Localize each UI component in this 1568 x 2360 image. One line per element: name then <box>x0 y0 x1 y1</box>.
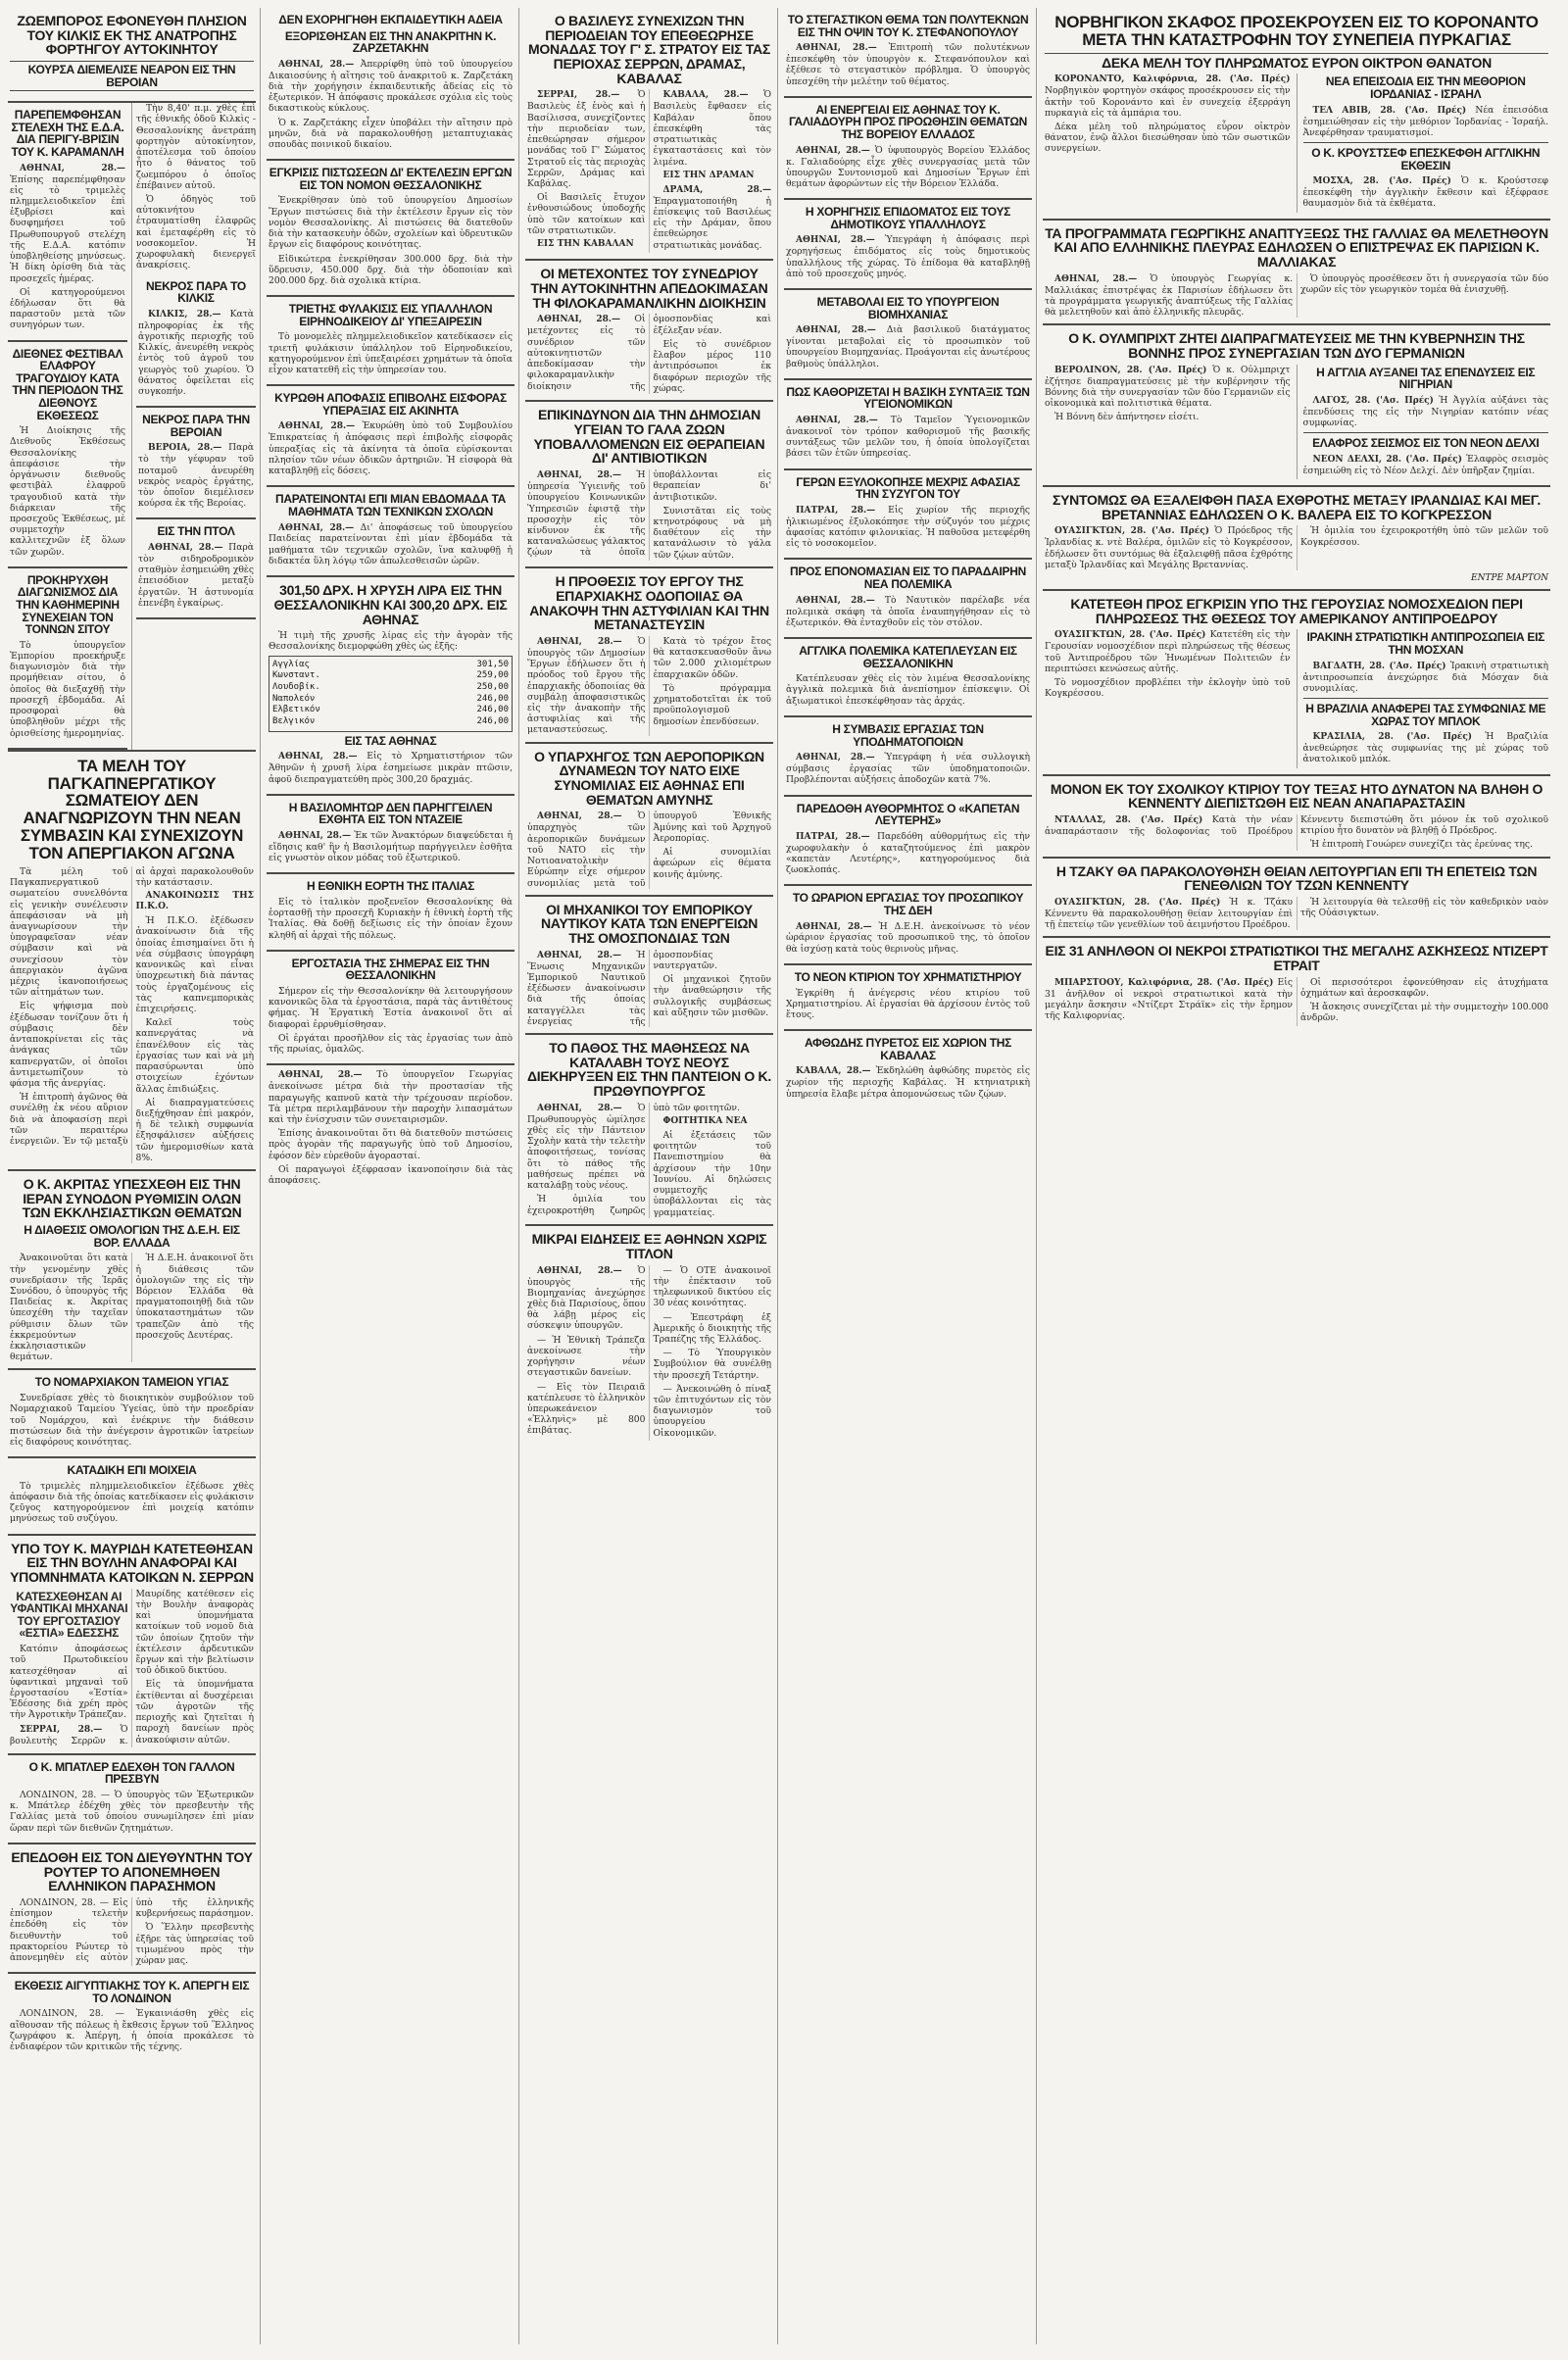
gold-row: Λουδοβίκ. 250,00 <box>272 682 509 692</box>
headline: ΑΙ ΕΝΕΡΓΕΙΑΙ ΕΙΣ ΑΘΗΝΑΣ ΤΟΥ Κ. ΓΑΛΙΑΔΟΥΡΗ ΠΡΟΣ ΠΡΟΩΘΗΣΙΝ ΘΕΜΑΤΩΝ ΤΗΣ ΒΟΡΕΙΟΥ ΕΛΛΑΔΟΣ <box>788 102 1028 141</box>
article-body: ΑΘΗΝΑΙ, 28.— Ὁ ὑφυπουργὸς Βορείου Ἑλλάδος κ. Γαλιαδούρης εἶχε χθὲς συνεργασίας μετὰ τῶν ὑπουργῶν Συντονισμοῦ καὶ Δημοσίων Ἔργων ἐπὶ θεμάτων ἀφορώντων εἰς τὴν Βόρειον Ἑλλάδα. <box>786 144 1030 189</box>
headline: ΤΟ ΝΟΜΑΡΧΙΑΚΟΝ ΤΑΜΕΙΟΝ ΥΓΙΑΣ <box>34 1375 229 1390</box>
article-geron <box>784 470 1032 561</box>
headline: ΕΠΕΔΟΘΗ ΕΙΣ ΤΟΝ ΔΙΕΥΘΥΝΤΗΝ ΤΟΥ ΡΟΥΤΕΡ ΤΟ ΑΠΟΝΕΜΗΘΕΝ ΕΛΛΗΝΙΚΟΝ ΠΑΡΑΣΗΜΟΝ <box>11 1848 253 1894</box>
article-body: ΚΑΒΑΛΑ, 28.— Ἐκδηλώθη ἀφθώδης πυρετὸς εἰς χωρίον τῆς περιοχῆς Καβάλας. Ἡ κτηνιατρικὴ ὑπηρεσία ἔλαβε μέτρα ἀπομονώσεως τῶν ζῴων. <box>786 1065 1030 1100</box>
headline: ΤΑ ΜΕΛΗ ΤΟΥ ΠΑΓΚΑΠΝΕΡΓΑΤΙΚΟΥ ΣΩΜΑΤΕΙΟΥ ΔΕΝ ΑΝΑΓΝΩΡΙΖΟΥΝ ΤΗΝ ΝΕΑΝ ΣΥΜΒΑΣΙΝ ΚΑΙ ΣΥΝΕΧΙΖΟΥΝ ΤΟΝ ΑΠΕΡΓΙΑΚΟΝ ΑΓΩΝΑ <box>20 756 244 862</box>
headline: ΑΓΓΛΙΚΑ ΠΟΛΕΜΙΚΑ ΚΑΤΕΠΛΕΥΣΑΝ ΕΙΣ ΘΕΣΣΑΛΟΝΙΚΗΝ <box>799 644 1017 670</box>
gold-row: Ελβετικόν 246,00 <box>272 705 509 715</box>
article-body: ΑΘΗΝΑΙ, 28.— Ἀπερρίφθη ὑπὸ τοῦ ὑπουργείου Δικαιοσύνης ἡ αἴτησις τοῦ ἀνακριτοῦ κ. Ζαρζετάκη διὰ τὴν χορήγησιν ἐκπαιδευτικῆς ἀδείας εἰς τὸ ἐξωτερικόν. Ἡ ἀπόφασις προκάλεσε σχόλια εἰς τοὺς δικαστικοὺς κύκλους. Ὁ κ. Ζαρζετάκης εἶχεν ὑποβάλει τὴν αἴτησιν πρὸ μηνῶν, διὰ νὰ παρακολουθήσῃ μεταπτυχιακὰς σπουδὰς ποινικοῦ δικαίου. <box>269 58 514 151</box>
article-galiadouris <box>784 98 1032 200</box>
article-body: ΠΑΤΡΑΙ, 28.— Εἰς χωρίον τῆς περιοχῆς ἡλικιωμένος ἐξυλοκόπησε τὴν σύζυγόν του μέχρις ἀφασίας κατόπιν φιλονικίας. Ἡ παθοῦσα μετεφέρθη εἰς τὸ νοσοκομεῖον. <box>786 504 1030 550</box>
article-oulmpriht <box>1043 325 1550 487</box>
article-pagkapnergatiko <box>8 750 256 1171</box>
headline: ΠΑΡΕΔΟΘΗ ΑΥΘΟΡΜΗΤΟΣ Ο «ΚΑΠΕΤΑΝ ΛΕΥΤΕΡΗΣ» <box>796 801 1020 828</box>
headline: Η ΑΓΓΛΙΑ ΑΥΞΑΝΕΙ ΤΑΣ ΕΠΕΝΔΥΣΕΙΣ ΕΙΣ ΝΙΓΗΡΙΑΝ <box>1316 365 1536 392</box>
article-body: Σήμερον εἰς τὴν Θεσσαλονίκην θὰ λειτουργήσουν κανονικῶς ὅλα τὰ ἐργοστάσια, παρὰ τὰς ἀντιθέτους φήμας. Ἡ Ἐργατικὴ Ἐστία ἀνακοινοῖ ὅτι αἱ διαφοραὶ ἐρρυθμίσθησαν. Οἱ ἐργάται προσῆλθον εἰς τὰς ἐργασίας των ἀπὸ τῆς πρωίας, ὁμαλῶς. <box>269 986 513 1056</box>
article-body: ΑΘΗΝΑΙ, 28.— Ἐπιτροπὴ τῶν πολυτέκνων ἐπεσκέφθη τὸν ὑπουργὸν κ. Στεφανόπουλον καὶ ἐξέθεσε τὸ στεγαστικὸν πρόβλημα. Ὁ ὑπουργὸς ὑπεσχέθη τὴν μελέτην τοῦ θέματος. <box>786 42 1031 87</box>
article-filler-col2 <box>267 1065 514 1195</box>
article-body: ΟΥΑΣΙΓΚΤΩΝ, 28. ('Ασ. Πρές) Κατετέθη εἰς τὴν Γερουσίαν νομοσχέδιον περὶ πληρώσεως τῆς θέσεως τοῦ Ἀντιπροέδρου τῶν Ἡνωμένων Πολιτειῶν ἐν περιπτώσει κενώσεως αὐτῆς. Τὸ νομοσχέδιον προβλέπει τὴν ἐκλογὴν ὑπὸ τοῦ Κογκρέσσου. <box>1045 629 1291 700</box>
article-body: ΝΕΟΝ ΔΕΛΧΙ, 28. ('Ασ. Πρές) Ἐλαφρὸς σεισμὸς ἐσημειώθη εἰς τὸ Νέον Δελχί. Δὲν ὑπῆρξαν ζημίαι. <box>1302 453 1548 476</box>
article-kapetan <box>784 797 1032 887</box>
article-router <box>8 1844 256 1974</box>
pre-headline: ΔΕΝ ΕΧΟΡΗΓΗΘΗ ΕΚΠΑΙΔΕΥΤΙΚΗ ΑΔΕΙΑ <box>278 13 503 26</box>
headline: ΚΑΤΑΔΙΚΗ ΕΠΙ ΜΟΙΧΕΙΑ <box>67 1463 197 1478</box>
article-body: Ἀνακοινοῦται ὅτι κατὰ τὴν γενομένην χθὲς συνεδρίασιν τῆς Ἱερᾶς Συνόδου, ὁ ὑπουργὸς τῆς Παιδείας κ. Ἀκρίτας ὑπεσχέθη τὴν ταχεῖαν ρύθμισιν ὅλων τῶν ἐκκρεμούντων ἐκκλησιαστικῶν θεμάτων. Ἡ Δ.Ε.Η. ἀνακοινοῖ ὅτι ἡ διάθεσις τῶν ὁμολογιῶν της εἰς τὴν Βόρειον Ἑλλάδα θὰ πραγματοποιηθῇ διὰ τῶν ὑποκαταστημάτων τῶν τραπεζῶν ἀπὸ τῆς προσεχοῦς Δευτέρας. <box>10 1253 254 1363</box>
headline: ΙΡΑΚΙΝΗ ΣΤΡΑΤΙΩΤΙΚΗ ΑΝΤΙΠΡΟΣΩΠΕΙΑ ΕΙΣ ΤΗΝ ΜΟΣΧΑΝ <box>1306 630 1545 657</box>
article-body: ΜΠΑΡΣΤΟΟΥ, Καλιφόρνια, 28. ('Ασ. Πρές) Εἰς 31 ἀνῆλθον οἱ νεκροὶ στρατιωτικοὶ κατὰ τὴν μεγάλην ἄσκησιν «Ντίζερτ Στράϊκ» εἰς τὴν ἔρημον τῆς Καλιφορνίας. Οἱ περισσότεροι ἐφονεύθησαν εἰς ἀτυχήματα ὀχημάτων καὶ ἀεροσκαφῶν. Ἡ ἄσκησις συνεχίζεται μὲ τὴν συμμετοχὴν 100.000 ἀνδρῶν. <box>1045 976 1548 1024</box>
headline: ΕΠΙΚΙΝΔΥΝΟΝ ΔΙΑ ΤΗΝ ΔΗΜΟΣΙΑΝ ΥΓΕΙΑΝ ΤΟ ΓΑΛΑ ΖΩΩΝ ΥΠΟΒΑΛΛΟΜΕΝΩΝ ΕΙΣ ΘΕΡΑΠΕΙΑΝ ΔΙ' ΑΝΤΙΒΙΟΤΙΚΩΝ <box>533 407 765 467</box>
gold-row: Ναπολεόν 246,00 <box>272 693 509 704</box>
headline: ΝΕΑ ΕΠΕΙΣΟΔΙΑ ΕΙΣ ΤΗΝ ΜΕΘΟΡΙΟΝ ΙΟΡΔΑΝΙΑΣ - ΙΣΡΑΗΛ <box>1325 74 1526 101</box>
headline: ΕΙΣ ΤΗΝ ΠΤΟΛ <box>157 524 235 539</box>
article-festival <box>8 342 127 568</box>
article-body: Ἡ τιμὴ τῆς χρυσῆς λίρας εἰς τὴν ἀγορὰν τῆς Θεσσαλονίκης διεμορφώθη χθὲς ὡς ἑξῆς: <box>269 630 513 653</box>
article-ptol <box>136 519 256 619</box>
headline: ΕΡΓΟΣΤΑΣΙΑ ΤΗΣ ΣΗΜΕΡΑΣ ΕΙΣ ΤΗΝ ΘΕΣΣΑΛΟΝΙΚΗΝ <box>291 956 490 983</box>
headline: ΓΕΡΩΝ ΕΞΥΛΟΚΟΠΗΣΕ ΜΕΧΡΙΣ ΑΦΑΣΙΑΣ ΤΗΝ ΣΥΖΥΓΟΝ ΤΟΥ <box>796 474 1020 502</box>
article-kennedy-texas <box>1043 776 1550 859</box>
gold-row: Βελγικόν 246,00 <box>272 716 509 727</box>
article-body: ΟΥΑΣΙΓΚΤΩΝ, 28. ('Ασ. Πρές) Ἡ κ. Τζάκυ Κέννεντυ θὰ παρακολουθήσῃ θείαν λειτουργίαν ἐπὶ τῇ ἐπετείῳ τῶν γενεθλίων τοῦ ἀειμνήστου Προέδρου. Ἡ λειτουργία θὰ τελεσθῇ εἰς τὸν καθεδρικὸν ναὸν τῆς Οὐάσιγκτων. <box>1045 896 1548 931</box>
newspaper-page <box>8 8 1560 2344</box>
headline: ΕΚΘΕΣΙΣ ΑΙΓΥΠΤΙΑΚΗΣ ΤΟΥ Κ. ΑΠΕΡΓΗ ΕΙΣ ΤΟ ΛΟΝΔΙΝΟΝ <box>14 1979 250 2005</box>
article-nato <box>525 744 773 897</box>
article-eisfora <box>267 386 514 487</box>
article-body: Τὸ τριμελὲς πλημμελειοδικεῖον ἐξέδωσε χθὲς ἀπόφασιν διὰ τῆς ὁποίας κατεδίκασεν εἰς φυλάκισιν ζεῦγος κατηγορούμενον ἐπὶ μοιχείᾳ κατόπιν μηνύσεως τοῦ συζύγου. <box>10 1480 254 1525</box>
article-ypodimata <box>784 717 1032 797</box>
article-body: ΑΘΗΝΑΙ, 28.— Ὁ ὑπουργὸς τῶν Δημοσίων Ἔργων ἐδήλωσεν ὅτι ἡ πρόοδος τοῦ ἔργου τῆς ἐπαρχιακῆς ὁδοποιίας θὰ συμβάλῃ ἀποφασιστικῶς εἰς τὴν ἀνακοπὴν τῆς ἀστυφιλίας καὶ τῆς μεταναστεύσεως. Κατὰ τὸ τρέχον ἔτος θὰ κατασκευασθοῦν ἄνω τῶν 2.000 χιλιομέτρων ἐπαρχιακῶν ὁδῶν. Τὸ πρόγραμμα χρηματοδοτεῖται ἐκ τοῦ προϋπολογισμοῦ δημοσίων ἐπενδύσεων. <box>527 635 771 736</box>
article-body: ΑΘΗΝΑΙ, 28.— Ἡ Δ.Ε.Η. ἀνεκοίνωσε τὸ νέον ὡράριον ἐργασίας τοῦ προσωπικοῦ της, τὸ ὁποῖον θὰ ἰσχύσῃ κατὰ τοὺς θερινοὺς μῆνας. <box>786 920 1030 955</box>
article-valera <box>1043 487 1550 591</box>
side-column <box>1297 365 1549 479</box>
headline: ΤΟ ΠΑΘΟΣ ΤΗΣ ΜΑΘΗΣΕΩΣ ΝΑ ΚΑΤΑΛΑΒΗ ΤΟΥΣ ΝΕΟΥΣ ΔΙΕΚΗΡΥΞΕΝ ΕΙΣ ΤΗΝ ΠΑΝΤΕΙΟΝ Ο Κ. ΠΡΩΘΥΠΟΥΡΓΟΣ <box>527 1040 771 1100</box>
column-2 <box>267 8 519 2344</box>
headline: ΚΑΤΕΣΧΕΘΗΣΑΝ ΑΙ ΥΦΑΝΤΙΚΑΙ ΜΗΧΑΝΑΙ ΤΟΥ ΕΡΓΟΣΤΑΣΙΟΥ «ΕΣΤΙΑ» ΕΔΕΣΣΗΣ <box>10 1589 128 1641</box>
article-eda <box>8 103 127 341</box>
article-korvegiko <box>1043 8 1550 221</box>
headline: ΠΡΟΚΗΡΥΧΘΗ ΔΙΑΓΩΝΙΣΜΟΣ ΔΙΑ ΤΗΝ ΚΑΘΗΜΕΡΙΝΗ ΣΥΝΕΧΕΙΑΝ ΤΟΝ ΤΟΝΝΩΝ ΣΙΤΟΥ <box>16 572 120 637</box>
article-body: ΑΘΗΝΑΙ, 28.— Τὸ Ναυτικὸν παρέλαβε νέα πολεμικὰ σκάφη τὰ ὁποῖα ἐναυπηγήθησαν εἰς τὸ ἐξωτερικόν. Θὰ ἐνταχθοῦν εἰς τὸν στόλον. <box>786 594 1031 628</box>
article-polemika <box>784 560 1032 639</box>
headline: Η ΠΡΟΘΕΣΙΣ ΤΟΥ ΕΡΓΟΥ ΤΗΣ ΕΠΑΡΧΙΑΚΗΣ ΟΔΟΠΟΙΙΑΣ ΘΑ ΑΝΑΚΟΨΗ ΤΗΝ ΑΣΤΥΦΙΛΙΑΝ ΚΑΙ ΤΗΝ ΜΕΤΑΝΑΣΤΕΥΣΙΝ <box>529 573 769 633</box>
headline: Η ΤΖΑΚΥ ΘΑ ΠΑΡΑΚΟΛΟΥΘΗΣΗ ΘΕΙΑΝ ΛΕΙΤΟΥΡΓΙΑΝ ΕΠΙ ΤΗ ΕΠΕΤΕΙΩ ΤΩΝ ΓΕΝΕΘΛΙΩΝ ΤΟΥ ΤΖΩΝ ΚΕΝΝΕΝΤΥ <box>1055 862 1538 894</box>
article-desert-strike <box>1043 938 1550 1031</box>
headline: Η ΕΘΝΙΚΗ ΕΟΡΤΗ ΤΗΣ ΙΤΑΛΙΑΣ <box>306 879 475 894</box>
headline: ΟΙ ΜΕΤΕΧΟΝΤΕΣ ΤΟΥ ΣΥΝΕΔΡΙΟΥ ΤΗΝ ΑΥΤΟΚΙΝΗΤΗΝ ΑΠΕΔΟΚΙΜΑΣΑΝ ΤΗ ΦΙΛΟΚΑΡΑΜΑΝΛΙΚΗΝ ΔΙΟΙΚΗΣΙΝ <box>530 266 768 311</box>
article-pistoseis <box>267 161 514 297</box>
article-body: Τὰ μέλη τοῦ Παγκαπνεργατικοῦ σωματείου συνελθόντα εἰς γενικὴν συνέλευσιν ἀπεφάσισαν νὰ μὴ ἀναγνωρίσουν τὴν ὑπογραφεῖσαν νέαν σύμβασιν καὶ νὰ συνεχίσουν τὸν ἀπεργιακὸν ἀγῶνα μέχρις ἱκανοποιήσεως τῶν αἰτημάτων των. Εἰς ψήφισμα ποὺ ἐξέδωσαν τονίζουν ὅτι ἡ σύμβασις δὲν ἀνταποκρίνεται εἰς τὰς ἀνάγκας τῶν καπνεργατῶν, οἱ ὁποῖοι ἀντιμετωπίζουν τὸ φάσμα τῆς ἀνεργίας. Ἡ ἐπιτροπὴ ἀγῶνος θὰ συνέλθῃ ἐκ νέου αὔριον διὰ νὰ ἀποφασίσῃ περὶ τῶν περαιτέρω ἐνεργειῶν. Ἐν τῷ μεταξὺ αἱ ἀρχαὶ παρακολουθοῦν τὴν κατάστασιν. ΑΝΑΚΟΙΝΩΣΙΣ ΤΗΣ Π.Κ.Ο. Ἡ Π.Κ.Ο. ἐξέδωσεν ἀνακοίνωσιν διὰ τῆς ὁποίας ἐπισημαίνει ὅτι ἡ νέα σύμβασις ὑπογράφη κανονικῶς καὶ εἶναι ὑποχρεωτικὴ διὰ πάντας τοὺς ἐργαζομένους εἰς τὰς καπνεμπορικὰς ἐπιχειρήσεις. Καλεῖ τοὺς καπνεργάτας νὰ ἐπανέλθουν εἰς τὰς ἐργασίας των καὶ νὰ μὴ παρασύρωνται ὑπὸ στοιχείων ἐχόντων ἄλλας ἐπιδιώξεις. Αἱ διαπραγματεύσεις διεξήχθησαν ἐπὶ μακρόν, ἡ δὲ τελικὴ συμφωνία ἐξησφάλισεν αὐξήσεις τῶν ἡμερομισθίων κατὰ 8%. <box>10 865 254 1163</box>
article-epidoma <box>784 200 1032 290</box>
article-nekros-veria <box>136 408 256 519</box>
article-italia <box>267 874 514 951</box>
article-body: ΤΕΛ ΑΒΙΒ, 28. ('Ασ. Πρές) Νέα ἐπεισόδια ἐσημειώθησαν εἰς τὴν μεθόριον Ἰορδανίας - Ἰσραήλ. Ἀνεφέρθησαν τραυματισμοί. <box>1302 104 1548 138</box>
subheadline: ΚΟΥΡΣΑ ΔΙΕΜΕΛΙΣΕ ΝΕΑΡΟΝ ΕΙΣ ΤΗΝ ΒΕΡΟΙΑΝ <box>10 61 254 91</box>
headline: ΠΑΡΑΤΕΙΝΟΝΤΑΙ ΕΠΙ ΜΙΑΝ ΕΒΔΟΜΑΔΑ ΤΑ ΜΑΘΗΜΑΤΑ ΤΩΝ ΤΕΧΝΙΚΩΝ ΣΧΟΛΩΝ <box>274 492 507 518</box>
article-zoemporos <box>8 8 256 103</box>
headline: ΤΑ ΠΡΟΓΡΑΜΜΑΤΑ ΓΕΩΡΓΙΚΗΣ ΑΝΑΠΤΥΞΕΩΣ ΤΗΣ ΓΑΛΛΙΑΣ ΘΑ ΜΕΛΕΤΗΘΟΥΝ ΚΑΙ ΑΠΟ ΕΛΛΗΝΙΚΗΣ ΠΛΕΥΡΑΣ ΕΔΗΛΩΣΕΝ Ο ΕΠΙΣΤΡΕΨΑΣ ΕΚ ΠΑΡΙΣΙΩΝ Κ. ΜΑΛΛΙΑΚΑΣ <box>1045 224 1548 270</box>
article-body: ΑΘΗΝΑΙ, 28.— Ἐπίσης παρεπέμφθησαν εἰς τὸ τριμελὲς πλημμελειοδικεῖον ἐπὶ ἐξυβρίσει καὶ δυσφημήσει τοῦ Πρωθυπουργοῦ στελέχη τῆς Ε.Δ.Α. κατόπιν ὑποβληθείσης μηνύσεως. Ἡ δίκη ὁρίσθη διὰ τὰς προσεχεῖς ἡμέρας. Οἱ κατηγορούμενοι ἐδήλωσαν ὅτι θὰ παραστοῦν μετὰ τῶν συνηγόρων των. <box>10 163 125 331</box>
column-1 <box>8 8 261 2344</box>
article-sitos <box>8 568 127 750</box>
side-column <box>1297 74 1549 212</box>
article-tameio <box>8 1370 256 1458</box>
column-5-6 <box>1043 8 1554 2344</box>
gold-price-table <box>269 656 513 732</box>
article-deh <box>784 886 1032 965</box>
gold-row: Αγγλίας 301,50 <box>272 659 509 669</box>
headline: ΟΙ ΜΗΧΑΝΙΚΟΙ ΤΟΥ ΕΜΠΟΡΙΚΟΥ ΝΑΥΤΙΚΟΥ ΚΑΤΑ ΤΩΝ ΕΝΕΡΓΕΙΩΝ ΤΗΣ ΟΜΟΣΠΟΝΔΙΑΣ ΤΩΝ <box>540 901 759 947</box>
headline: 301,50 ΔΡΧ. Η ΧΡΥΣΗ ΛΙΡΑ ΕΙΣ ΤΗΝ ΘΕΣΣΑΛΟΝΙΚΗΝ ΚΑΙ 300,20 ΔΡΧ. ΕΙΣ ΑΘΗΝΑΣ <box>273 582 508 627</box>
article-body: ΑΘΗΝΑΙ, 28.— Τὸ Ταμεῖον Ὑγειονομικῶν ἀνακοινοῖ τὸν τρόπον καθορισμοῦ τῆς βασικῆς συντάξεως τῶν μελῶν του, ἡ ὁποία ὑπολογίζεται βάσει τῶν ἐτῶν ὑπηρεσίας. <box>786 415 1030 460</box>
article-tzaky <box>1043 859 1550 939</box>
article-zarzetakis <box>267 8 514 161</box>
headline: Ο ΥΠΑΡΧΗΓΟΣ ΤΩΝ ΑΕΡΟΠΟΡΙΚΩΝ ΔΥΝΑΜΕΩΝ ΤΟΥ ΝΑΤΟ ΕΙΧΕ ΣΥΝΟΜΙΛΙΑΣ ΕΙΣ ΑΘΗΝΑΣ ΕΠΙ ΘΕΜΑΤΩΝ ΑΜΥΝΗΣ <box>534 748 764 808</box>
article-body: ΑΘΗΝΑΙ, 28.— Τὸ ὑπουργεῖον Γεωργίας ἀνεκοίνωσε μέτρα διὰ τὴν προστασίαν τῆς παραγωγῆς καπνοῦ κατὰ τὴν τρέχουσαν περίοδον. Τὰ μέτρα περιλαμβάνουν τὴν παροχὴν λιπασμάτων καὶ τὴν ἐνίσχυσιν τῶν συνεταιρισμῶν. Ἐπίσης ἀνακοινοῦται ὅτι θὰ διατεθοῦν πιστώσεις πρὸς ἀγορὰν τῆς παραγωγῆς ὑπὸ τοῦ Δημοσίου, ἐφόσον δὲν εὑρεθοῦν ἀγορασταί. Οἱ παραγωγοὶ ἐξέφρασαν ἱκανοποίησιν διὰ τὰς ἀποφάσεις. <box>269 1069 513 1187</box>
headline: ΚΑΤΕΤΕΘΗ ΠΡΟΣ ΕΓΚΡΙΣΙΝ ΥΠΟ ΤΗΣ ΓΕΡΟΥΣΙΑΣ ΝΟΜΟΣΧΕΔΙΟΝ ΠΕΡΙ ΠΛΗΡΩΣΕΩΣ ΤΗΣ ΘΕΣΕΩΣ ΤΟΥ ΑΜΕΡΙΚΑΝΟΥ ΑΝΤΙΠΡΟΕΔΡΟΥ <box>1070 596 1523 626</box>
article-body: ΛΟΝΔΙΝΟΝ, 28. — Εἰς ἐπίσημον τελετὴν ἐπεδόθη εἰς τὸν διευθυντὴν τοῦ πρακτορείου Ρώυτερ τὸ ἀπονεμηθὲν εἰς αὐτὸν ὑπὸ τῆς ἑλληνικῆς κυβερνήσεως παράσημον. Ὁ Ἕλλην πρεσβευτὴς ἐξῆρε τὰς ὑπηρεσίας τοῦ τιμωμένου πρὸς τὴν χώραν μας. <box>10 1896 254 1966</box>
article-body: ΑΘΗΝΑΙ, 28.— Διὰ βασιλικοῦ διατάγματος γίνονται μεταβολαὶ εἰς τὸ προσωπικὸν τοῦ ὑπουργείου Βιομηχανίας. Προάγονται εἰς ἀνωτέρους βαθμοὺς ὑπάλληλοι. <box>786 324 1031 369</box>
headline: ΠΡΟΣ ΕΠΟΝΟΜΑΣΙΑΝ ΕΙΣ ΤΟ ΠΑΡΑΔΑΙΡΗΝ ΝΕΑ ΠΟΛΕΜΙΚΑ <box>790 565 1026 592</box>
article-gala <box>525 402 773 568</box>
column-4 <box>784 8 1037 2344</box>
article-body: ΛΑΓΟΣ, 28. ('Ασ. Πρές) Ἡ Ἀγγλία αὐξάνει τὰς ἐπενδύσεις της εἰς τὴν Νιγηρίαν κατόπιν νέας συμφωνίας. <box>1302 394 1548 428</box>
article-mixanikoi <box>525 897 773 1035</box>
headline: ΚΥΡΩΘΗ ΑΠΟΦΑΣΙΣ ΕΠΙΒΟΛΗΣ ΕΙΣΦΟΡΑΣ ΥΠΕΡΑΞΙΑΣ ΕΙΣ ΑΚΙΝΗΤΑ <box>274 391 507 418</box>
article-body: ΒΑΓΔΑΤΗ, 28. ('Ασ. Πρές) Ἰρακινὴ στρατιωτικὴ ἀντιπροσωπεία ἀνεχώρησε διὰ Μόσχαν διὰ συνομιλίας. <box>1302 660 1548 694</box>
article-body: ΛΟΝΔΙΝΟΝ, 28. — Ἐγκαινιάσθη χθὲς εἰς αἴθουσαν τῆς πόλεως ἡ ἔκθεσις ἔργων τοῦ Ἕλληνος ζωγράφου κ. Ἀπέργη, ἡ ὁποία προκάλεσε τὸ ἐνδιαφέρον τῶν κριτικῶν τῆς τέχνης. <box>10 2008 254 2053</box>
headline: ΑΦΘΩΔΗΣ ΠΥΡΕΤΟΣ ΕΙΣ ΧΩΡΙΟΝ ΤΗΣ ΚΑΒΑΛΑΣ <box>804 1036 1011 1062</box>
column-3 <box>525 8 778 2344</box>
article-lira <box>267 577 514 796</box>
article-body: ΑΘΗΝΑΙ, 28.— Ἡ Ἕνωσις Μηχανικῶν Ἐμπορικοῦ Ναυτικοῦ ἐξέδωσεν ἀνακοίνωσιν διὰ τῆς ὁποίας καταγγέλλει τὰς ἐνεργείας τῆς ὁμοσπονδίας ναυτεργατῶν. Οἱ μηχανικοὶ ζητοῦν τὴν ἀναθεώρησιν τῆς συλλογικῆς συμβάσεως καὶ αὔξησιν τῶν μισθῶν. <box>527 949 771 1027</box>
headline: ΝΕΚΡΟΣ ΠΑΡΑ ΤΟ ΚΙΛΚΙΣ <box>146 278 246 306</box>
headline: ΤΟ ΣΤΕΓΑΣΤΙΚΟΝ ΘΕΜΑ ΤΩΝ ΠΟΛΥΤΕΚΝΩΝ ΕΙΣ ΤΗΝ ΟΨΙΝ ΤΟΥ Κ. ΣΤΕΦΑΝΟΠΟΥΛΟΥ <box>787 13 1029 39</box>
article-afthodis <box>784 1031 1032 1108</box>
article-fylakisi <box>267 297 514 386</box>
article-texnikes <box>267 487 514 577</box>
headline: ΜΕΤΑΒΟΛΑΙ ΕΙΣ ΤΟ ΥΠΟΥΡΓΕΙΟΝ ΒΙΟΜΗΧΑΝΙΑΣ <box>816 295 1000 321</box>
headline: Η ΒΑΣΙΛΟΜΗΤΩΡ ΔΕΝ ΠΑΡΗΓΓΕΙΛΕΝ ΕΧΘΗΤΑ ΕΙΣ ΤΟΝ ΝΤΑΖΕΙΕ <box>288 800 493 827</box>
article-body: Κατέπλευσαν χθὲς εἰς τὸν λιμένα Θεσσαλονίκης ἀγγλικὰ πολεμικὰ διὰ ἀνεπίσημον ἐπίσκεψιν. Οἱ ἀξιωματικοὶ ἐπεσκέφθησαν τὰς ἀρχάς. <box>786 673 1030 707</box>
article-body: ΑΘΗΝΑΙ, 28.— Ἡ ὑπηρεσία Ὑγιεινῆς τοῦ ὑπουργείου Κοινωνικῶν Ὑπηρεσιῶν ἐφιστᾷ τὴν προσοχὴν εἰς τὸν κίνδυνον ἐκ τῆς καταναλώσεως γάλακτος ζῴων τὰ ὁποῖα ὑποβάλλονται εἰς θεραπείαν δι' ἀντιβιοτικῶν. Συνιστᾶται εἰς τοὺς κτηνοτρόφους νὰ μὴ διαθέτουν εἰς τὴν κατανάλωσιν τὸ γάλα τῶν ζῴων αὐτῶν. <box>527 469 771 561</box>
article-akritas <box>8 1171 256 1370</box>
headline: ΕΛΑΦΡΟΣ ΣΕΙΣΜΟΣ ΕΙΣ ΤΟΝ ΝΕΟΝ ΔΕΛΧΙ <box>1312 436 1540 451</box>
article-body: ΑΘΗΝΑΙ, 28.— Εἰς τὸ Χρηματιστήριον τῶν Ἀθηνῶν ἡ χρυσῆ λίρα ἐσημείωσε μικρὰν πτῶσιν, ἀφοῦ διεπραγματεύθη πρὸς 300,20 δραχμάς. <box>269 751 513 785</box>
article-gallia <box>1043 221 1550 326</box>
article-body: ΑΘΗΝΑΙ, 28.— Οἱ μετέχοντες εἰς τὸ συνέδριον τῶν αὐτοκινητιστῶν ἀπεδοκίμασαν τὴν φιλοκαραμανλικὴν διοίκησιν τῆς ὁμοσπονδίας καὶ ἐξέλεξαν νέαν. Εἰς τὸ συνέδριον ἔλαβον μέρος 110 ἀντιπρόσωποι ἐκ διαφόρων περιοχῶν τῆς χώρας. <box>527 314 771 394</box>
article-body: ΟΥΑΣΙΓΚΤΩΝ, 28. ('Ασ. Πρές) Ὁ Πρόεδρος τῆς Ἰρλανδίας κ. ντὲ Βαλέρα, ὁμιλῶν εἰς τὸ Κογκρέσσον, ἐδήλωσεν ὅτι συντόμως θὰ ἐξαλειφθῇ πᾶσα ἐχθρότης μεταξὺ Ἰρλανδίας καὶ Μεγάλης Βρεταννίας. Ἡ ὁμιλία του ἐχειροκροτήθη ὑπὸ τῶν μελῶν τοῦ Κογκρέσσου. <box>1045 525 1548 570</box>
article-body: Ἐγκρίθη ἡ ἀνέγερσις νέου κτιρίου τοῦ Χρηματιστηρίου. Αἱ ἐργασίαι θὰ ἀρχίσουν ἐντὸς τοῦ ἔτους. <box>786 987 1030 1020</box>
article-body: ΝΤΑΛΛΑΣ, 28. ('Ασ. Πρές) Κατὰ τὴν νέαν ἀναπαράστασιν τῆς δολοφονίας τοῦ Προέδρου Κέννεντυ διεπιστώθη ὅτι μόνον ἐκ τοῦ σχολικοῦ κτιρίου ἦτο δυνατὸν νὰ βληθῇ ὁ Πρόεδρος. Ἡ ἐπιτροπὴ Γουώρεν συνεχίζει τὰς ἐρεύνας της. <box>1045 813 1548 851</box>
article-moixeia <box>8 1458 256 1535</box>
article-body: ΚΑΤΕΣΧΕΘΗΣΑΝ ΑΙ ΥΦΑΝΤΙΚΑΙ ΜΗΧΑΝΑΙ ΤΟΥ ΕΡΓΟΣΤΑΣΙΟΥ «ΕΣΤΙΑ» ΕΔΕΣΣΗΣ Κατόπιν ἀποφάσεως τοῦ Πρωτοδικείου κατεσχέθησαν αἱ ὑφαντικαὶ μηχαναὶ τοῦ ἐργοστασίου «Ἑστία» Ἐδέσσης διὰ χρέη πρὸς τὴν Ἀγροτικὴν Τράπεζαν. ΣΕΡΡΑΙ, 28.— Ὁ βουλευτὴς Σερρῶν κ. Μαυρίδης κατέθεσεν εἰς τὴν Βουλὴν ἀναφορὰς καὶ ὑπομνήματα κατοίκων τοῦ νομοῦ διὰ τῶν ὁποίων ζητοῦν τὴν ἐκτέλεσιν ἀρδευτικῶν ἔργων καὶ τὴν βελτίωσιν τοῦ ὁδικοῦ δικτύου. Εἰς τὰ ὑπομνήματα ἐκτίθενται αἱ δυσχέρειαι τῶν ἀγροτῶν τῆς περιοχῆς καὶ ζητεῖται ἡ παροχὴ δανείων πρὸς ἀνακούφισιν αὐτῶν. <box>10 1588 254 1746</box>
article-body: ΑΘΗΝΑΙ, 28.— Παρὰ τὸν σιδηροδρομικὸν σταθμὸν ἐσημειώθη χθὲς ἐπεισόδιον μεταξὺ ἐργατῶν. Ἡ ἀστυνομία ἐπενέβη ἐγκαίρως. <box>138 542 255 609</box>
article-body: Τὸ μονομελὲς πλημμελειοδικεῖον κατεδίκασεν εἰς τριετῆ φυλάκισιν ὑπάλληλον τοῦ Εἰρηνοδικείου, κατηγορούμενον ἐπὶ ὑπεξαιρέσει χρημάτων τὰ ὁποῖα εἶχον κατατεθῆ εἰς τὴν ὑπηρεσίαν του. <box>269 331 513 376</box>
article-synedrio <box>525 261 773 402</box>
article-body: Τὸ ὑπουργεῖον Ἐμπορίου προεκήρυξε διαγωνισμὸν διὰ τὴν προμήθειαν σίτου, ὁ ὁποῖος θὰ διεξαχθῇ τὴν προσεχῆ ἑβδομάδα. Αἱ προσφοραὶ θὰ ὑποβληθοῦν μέχρι τῆς ὁρισθείσης ἡμερομηνίας. <box>10 639 125 739</box>
headline: Ο Κ. ΜΠΑΤΛΕΡ ΕΔΕΧΘΗ ΤΟΝ ΓΑΛΛΟΝ ΠΡΕΣΒΥΝ <box>28 1759 235 1787</box>
article-odopoiia <box>525 568 773 743</box>
headline: ΤΟ ΩΡΑΡΙΟΝ ΕΡΓΑΣΙΑΣ ΤΟΥ ΠΡΟΣΩΠΙΚΟΥ ΤΗΣ ΔΕΗ <box>792 891 1024 917</box>
headline: ΕΞΟΡΙΣΘΗΣΑΝ ΕΙΣ ΤΗΝ ΑΝΑΚΡΙΤΗΝ Κ. ΖΑΡΖΕΤΑΚΗΝ <box>284 28 497 56</box>
article-body: Εἰς τὸ ἰταλικὸν προξενεῖον Θεσσαλονίκης θὰ ἑορτασθῇ τὴν προσεχῆ Κυριακὴν ἡ ἐθνικὴ ἑορτὴ τῆς Ἰταλίας. Θὰ δοθῇ δεξίωσις εἰς τὴν ὁποίαν ἔχουν κληθῆ αἱ ἀρχαὶ τῆς πόλεως. <box>269 896 513 941</box>
article-polyteknoi <box>784 8 1032 98</box>
article-body: ΑΘΗΝΑΙ, 28.— Ὑπεγράφη ἡ ἀπόφασις περὶ χορηγήσεως ἐπιδόματος εἰς τοὺς δημοτικοὺς ὑπαλλήλους τῆς χώρας. Τὸ ἐπίδομα θὰ καταβληθῇ ἀπὸ τοῦ προσεχοῦς μηνός. <box>786 234 1030 279</box>
article-body: ΑΘΗΝΑΙ, 28.— Ἐκυρώθη ὑπὸ τοῦ Συμβουλίου Ἐπικρατείας ἡ ἀπόφασις περὶ ἐπιβολῆς εἰσφορᾶς ὑπεραξίας εἰς τὰ ἀκίνητα τὰ ὁποῖα εὑρίσκονται πλησίον τῶν νέων ὁδικῶν ἀρτηριῶν. Ἡ εἰσφορὰ θὰ καταβληθῇ εἰς δόσεις. <box>269 420 513 477</box>
article-ergostasia <box>267 952 514 1066</box>
article-gerousia <box>1043 591 1550 776</box>
headline: ΠΑΡΕΠΕΜΦΘΗΣΑΝ ΣΤΕΛΕΧΗ ΤΗΣ Ε.Δ.Α. ΔΙΑ ΠΕΡΙΓΥ-ΒΡΙΣΙΝ ΤΟΥ Κ. ΚΑΡΑΜΑΝΛΗ <box>11 108 124 160</box>
column-1-left <box>8 103 127 750</box>
headline: ΤΟ ΝΕΟΝ ΚΤΙΡΙΟΝ ΤΟΥ ΧΡΗΜΑΤΙΣΤΗΡΙΟΥ <box>794 969 1022 984</box>
article-body: ΜΟΣΧΑ, 28. ('Ασ. Πρές) Ὁ κ. Κρούστσεφ ἐπεσκέφθη τὴν ἀγγλικὴν ἔκθεσιν καὶ ἐξέφρασε θαυμασμὸν διὰ τὰ ἐκθέματα. <box>1302 175 1548 210</box>
article-ygeionomikoi <box>784 380 1032 470</box>
article-body: ΣΕΡΡΑΙ, 28.— Ὁ Βασιλεὺς ἐξ ἑνὸς καὶ ἡ Βασίλισσα, συνεχίζοντες τὴν περιοδείαν των, ἐπεθεώρησαν σήμερον μονάδας τοῦ Γ' Σώματος Στρατοῦ εἰς τὰς περιοχὰς Σερρῶν, Δράμας καὶ Καβάλας. Οἱ Βασιλεῖς ἔτυχον ἐνθουσιώδους ὑποδοχῆς ὑπὸ τῶν κατοίκων καὶ τῶν στρατιωτικῶν. ΕΙΣ ΤΗΝ ΚΑΒΑΛΑΝ ΚΑΒΑΛΑ, 28.— Ὁ Βασιλεὺς ἔφθασεν εἰς Καβάλαν ὅπου ἐπεσκέφθη τὰς στρατιωτικὰς ἐγκαταστάσεις καὶ τὸν λιμένα. ΕΙΣ ΤΗΝ ΔΡΑΜΑΝ ΔΡΑΜΑ, 28.— Ἐπραγματοποιήθη ἡ ἐπίσκεψις τοῦ Βασιλέως εἰς τὴν Δράμαν, ὅπου ἐπεθεώρησε στρατιωτικὰς μονάδας. <box>527 89 771 251</box>
article-body: ΑΘΗΝΑΙ, 28.— Ἐκ τῶν Ἀνακτόρων διαψεύδεται ἡ εἴδησις καθ' ἣν ἡ Βασιλομήτωρ παρήγγειλεν ἐσθῆτα εἰς γνωστὸν οἶκον μόδας τοῦ ἐξωτερικοῦ. <box>269 829 513 864</box>
headline: ΕΙΣ 31 ΑΝΗΛΘΟΝ ΟΙ ΝΕΚΡΟΙ ΣΤΡΑΤΙΩΤΙΚΟΙ ΤΗΣ ΜΕΓΑΛΗΣ ΑΣΚΗΣΕΩΣ ΝΤΙΖΕΡΤ ΕΤΡΑΙΤ <box>1045 943 1548 974</box>
side-column <box>1297 629 1549 767</box>
headline: ΔΙΕΘΝΕΣ ΦΕΣΤΙΒΑΛ ΕΛΑΦΡΟΥ ΤΡΑΓΟΥΔΙΟΥ ΚΑΤΑ ΤΗΝ ΠΕΡΙΟΔΟΝ ΤΗΣ ΔΙΕΘΝΟΥΣ ΕΚΘΕΣΕΩΣ <box>12 346 123 422</box>
article-batler <box>8 1755 256 1844</box>
headline: ΜΟΝΟΝ ΕΚ ΤΟΥ ΣΧΟΛΙΚΟΥ ΚΤΙΡΙΟΥ ΤΟΥ ΤΕΞΑΣ ΗΤΟ ΔΥΝΑΤΟΝ ΝΑ ΒΛΗΘΗ Ο ΚΕΝΝΕΝΤΥ ΔΙΕΠΙΣΤΩΘΗ ΕΙΣ ΝΕΑΝ ΑΝΑΠΑΡΑΣΤΑΣΙΝ <box>1050 780 1544 811</box>
headline: ΜΙΚΡΑΙ ΕΙΔΗΣΕΙΣ ΕΞ ΑΘΗΝΩΝ ΧΩΡΙΣ ΤΙΤΛΟΝ <box>531 1231 767 1261</box>
subheadline: Η ΔΙΑΘΕΣΙΣ ΟΜΟΛΟΓΙΩΝ ΤΗΣ Δ.Ε.Η. ΕΙΣ ΒΟΡ. ΕΛΛΑΔΑ <box>24 1223 240 1250</box>
headline: Ο ΒΑΣΙΛΕΥΣ ΣΥΝΕΧΙΖΩΝ ΤΗΝ ΠΕΡΙΟΔΕΙΑΝ ΤΟΥ ΕΠΕΘΕΩΡΗΣΕ ΜΟΝΑΔΑΣ ΤΟΥ Γ' Σ. ΣΤΡΑΤΟΥ ΕΙΣ ΤΑΣ ΠΕΡΙΟΧΑΣ ΣΕΡΡΩΝ, ΔΡΑΜΑΣ, ΚΑΒΑΛΑΣ <box>528 13 770 86</box>
article-nekros-kilkis <box>136 274 256 409</box>
article-body: ΑΘΗΝΑΙ, 28.— Δι' ἀποφάσεως τοῦ ὑπουργείου Παιδείας παρατείνονται ἐπὶ μίαν ἑβδομάδα τὰ μαθήματα τῶν τεχνικῶν σχολῶν, ἵνα καλυφθῇ ἡ διδακτέα ὕλη λόγῳ τῶν ἀπωλεσθεισῶν ὡρῶν. <box>269 521 513 566</box>
subheadline: ΔΕΚΑ ΜΕΛΗ ΤΟΥ ΠΛΗΡΩΜΑΤΟΣ ΕΥΡΟΝ ΟΙΚΤΡΟΝ ΘΑΝΑΤΟΝ <box>1045 53 1548 71</box>
headline: ΝΕΚΡΟΣ ΠΑΡΑ ΤΗΝ ΒΕΡΟΙΑΝ <box>142 413 250 439</box>
headline: ΣΥΝΤΟΜΩΣ ΘΑ ΕΞΑΛΕΙΦΘΗ ΠΑΣΑ ΕΧΘΡΟΤΗΣ ΜΕΤΑΞΥ ΙΡΛΑΝΔΙΑΣ ΚΑΙ ΜΕΓ. ΒΡΕΤΑΝΝΙΑΣ ΕΔΗΛΩΣΕΝ Ο Κ. ΒΑΛΕΡΑ ΕΙΣ ΤΟ ΚΟΓΚΡΕΣΣΟΝ <box>1053 492 1541 522</box>
article-apergi <box>8 1974 256 2061</box>
headline: ΥΠΟ ΤΟΥ Κ. ΜΑΥΡΙΔΗ ΚΑΤΕΤΕΘΗΣΑΝ ΕΙΣ ΤΗΝ ΒΟΥΛΗΝ ΑΝΑΦΟΡΑΙ ΚΑΙ ΥΠΟΜΝΗΜΑΤΑ ΚΑΤΟΙΚΩΝ Ν. ΣΕΡΡΩΝ <box>10 1540 254 1585</box>
article-body: ΠΑΤΡΑΙ, 28.— Παρεδόθη αὐθορμήτως εἰς τὴν χωροφυλακὴν ὁ καταζητούμενος ἐπὶ μακρὸν «καπετὰν Λευτέρης», κατηγορούμενος διὰ ζωοκλοπάς. <box>786 830 1030 876</box>
article-body: ΑΘΗΝΑΙ, 28.— Ὁ Πρωθυπουργὸς ὡμίλησε χθὲς εἰς τὴν Πάντειον Σχολὴν κατὰ τὴν τελετὴν ἀποφοιτήσεως, τονίσας ὅτι τὸ πάθος τῆς μαθήσεως πρέπει νὰ καταλάβῃ τοὺς νέους. Ἡ ὁμιλία του ἐχειροκροτήθη ζωηρῶς ὑπὸ τῶν φοιτητῶν. ΦΟΙΤΗΤΙΚΑ ΝΕΑ Αἱ ἐξετάσεις τῶν φοιτητῶν τοῦ Πανεπιστημίου θὰ ἀρχίσουν τὴν 10ην Ἰουνίου. Αἱ δηλώσεις συμμετοχῆς ὑποβάλλονται εἰς τὰς γραμματείας. <box>527 1102 771 1218</box>
column-1-right <box>131 103 256 750</box>
headline: ΠΩΣ ΚΑΘΟΡΙΖΕΤΑΙ Η ΒΑΣΙΚΗ ΣΥΝΤΑΞΙΣ ΤΩΝ ΥΓΕΙΟΝΟΜΙΚΩΝ <box>786 384 1030 412</box>
article-anglika <box>784 639 1032 717</box>
article-body: ΑΘΗΝΑΙ, 28.— Ὁ ὑπουργὸς τῆς Βιομηχανίας ἀνεχώρησε χθὲς διὰ Παρισίους, ὅπου θὰ λάβῃ μέρος εἰς σύσκεψιν ὑπουργῶν. — Ἡ Ἐθνικὴ Τράπεζα ἀνεκοίνωσε τὴν χορήγησιν νέων στεγαστικῶν δανείων. — Εἰς τὸν Πειραιᾶ κατέπλευσε τὸ ἑλληνικὸν ὑπερωκεάνειον «Ἑλληνὶς» μὲ 800 ἐπιβάτας. — Ὁ ΟΤΕ ἀνακοινοῖ τὴν ἐπέκτασιν τοῦ τηλεφωνικοῦ δικτύου εἰς 30 νέας κοινότητας. — Ἐπεστράφη ἐξ Ἀμερικῆς ὁ διοικητὴς τῆς Τραπέζης τῆς Ἑλλάδος. — Τὸ Ὑπουργικὸν Συμβούλιον θὰ συνέλθῃ τὴν προσεχῆ Τετάρτην. — Ἀνεκοινώθη ὁ πίναξ τῶν ἐπιτυχόντων εἰς τὸν διαγωνισμὸν τοῦ ὑπουργείου Οἰκονομικῶν. <box>527 1264 771 1439</box>
headline: ΖΩΕΜΠΟΡΟΣ ΕΦΟΝΕΥΘΗ ΠΛΗΣΙΟΝ ΤΟΥ ΚΙΛΚΙΣ ΕΚ ΤΗΣ ΑΝΑΤΡΟΠΗΣ ΦΟΡΤΗΓΟΥ ΑΥΤΟΚΙΝΗΤΟΥ <box>17 13 247 58</box>
article-body: Συνεδρίασε χθὲς τὸ διοικητικὸν συμβούλιον τοῦ Νομαρχιακοῦ Ταμείου Ὑγείας, ὑπὸ τὴν προεδρίαν τοῦ Νομάρχου, καὶ ἐνέκρινε τὴν διάθεσιν πιστώσεων διὰ τὴν ἀνέγερσιν ἀγροτικῶν ἰατρείων εἰς διαφόρους κοινότητας. <box>10 1393 254 1448</box>
article-body: ΚΡΑΣΙΛΙΑ, 28. ('Ασ. Πρές) Ἡ Βραζιλία ἀνεθεώρησε τὰς συμφωνίας της μὲ χώρας τοῦ ἀνατολικοῦ μπλόκ. <box>1302 731 1548 765</box>
article-vasileus <box>525 8 773 261</box>
gold-row: Κωνσταντ. 259,00 <box>272 670 509 681</box>
article-vasilomitor <box>267 796 514 875</box>
headline: ΕΓΚΡΙΣΙΣ ΠΙΣΤΩΣΕΩΝ ΔΙ' ΕΚΤΕΛΕΣΙΝ ΕΡΓΩΝ ΕΙΣ ΤΟΝ ΝΟΜΟΝ ΘΕΣΣΑΛΟΝΙΚΗΣ <box>269 166 513 192</box>
article-body: ΑΘΗΝΑΙ, 28.— Ὑπεγράφη ἡ νέα συλλογικὴ σύμβασις ἐργασίας τῶν ὑποδηματοποιῶν. Προβλέπονται αὐξήσεις ἀποδοχῶν κατὰ 7%. <box>786 752 1030 786</box>
article-mavridis <box>8 1536 256 1755</box>
article-body: ΑΘΗΝΑΙ, 28.— Ὁ ὑπουργὸς Γεωργίας κ. Μαλλιάκας ἐπιστρέψας ἐκ Παρισίων ἐδήλωσεν ὅτι τὰ προγράμματα γεωργικῆς ἀναπτύξεως τῆς Γαλλίας θὰ μελετηθοῦν καὶ ἀπὸ ἑλληνικῆς πλευρᾶς. Ὁ ὑπουργὸς προσέθεσεν ὅτι ἡ συνεργασία τῶν δύο χωρῶν εἰς τὸν γεωργικὸν τομέα θὰ ἐνισχυθῇ. <box>1045 272 1548 319</box>
subheadline: ΕΙΣ ΤΑΣ ΑΘΗΝΑΣ <box>344 733 437 748</box>
article-xrimatistirio <box>784 965 1032 1031</box>
headline: Η ΒΡΑΖΙΛΙΑ ΑΝΑΦΕΡΕΙ ΤΑΣ ΣΥΜΦΩΝΙΑΣ ΜΕ ΧΩΡΑΣ ΤΟΥ ΜΠΛΟΚ <box>1305 701 1546 728</box>
headline: ΤΡΙΕΤΗΣ ΦΥΛΑΚΙΣΙΣ ΕΙΣ ΥΠΑΛΛΗΛΟΝ ΕΙΡΗΝΟΔΙΚΕΙΟΥ ΔΙ' ΥΠΕΞΑΙΡΕΣΙΝ <box>288 302 493 328</box>
article-mikres <box>525 1226 773 1447</box>
headline: Ο Κ. ΚΡΟΥΣΤΣΕΦ ΕΠΕΣΚΕΦΘΗ ΑΓΓΛΙΚΗΝ ΕΚΘΕΣΙΝ <box>1311 145 1541 172</box>
article-body: ΚΙΛΚΙΣ, 28.— Κατὰ πληροφορίας ἐκ τῆς ἀγροτικῆς περιοχῆς τοῦ Κιλκίς, ἀνευρέθη νεκρὸς ἐντὸς τοῦ ἀγροῦ του γεωργὸς τοῦ χωρίου. Ὁ θάνατος ὀφείλεται εἰς συγκοπήν. <box>138 308 254 397</box>
headline: Η ΣΥΜΒΑΣΙΣ ΕΡΓΑΣΙΑΣ ΤΩΝ ΥΠΟΔΗΜΑΤΟΠΟΙΩΝ <box>832 721 984 749</box>
headline: Ο Κ. ΑΚΡΙΤΑΣ ΥΠΕΣΧΕΘΗ ΕΙΣ ΤΗΝ ΙΕΡΑΝ ΣΥΝΟΔΟΝ ΡΥΘΜΙΣΙΝ ΟΛΩΝ ΤΩΝ ΕΚΚΛΗΣΙΑΣΤΙΚΩΝ ΘΕΜΑΤΩΝ <box>22 1176 242 1221</box>
article-pantheio <box>525 1035 773 1226</box>
article-body: ΚΟΡΟΝΑΝΤΟ, Καλιφόρνια, 28. ('Ασ. Πρές) Νορβηγικὸν φορτηγὸν σκάφος προσέκρουσεν εἰς τὴν ἀκτὴν τοῦ Κορονάντο καὶ ἐν συνεχείᾳ ἐξερράγη πυρκαγιὰ εἰς τὰ ἀμπάρια του. Δέκα μέλη τοῦ πληρώματος εὗρον οἰκτρὸν θάνατον, ἐνῷ ἄλλοι διεσώθησαν ὑπὸ τῶν σωστικῶν συνεργείων. <box>1045 74 1291 155</box>
article-body: Ἡ Διοίκησις τῆς Διεθνοῦς Ἐκθέσεως Θεσσαλονίκης ἀπεφάσισε τὴν ὀργάνωσιν διεθνοῦς φεστιβὰλ ἐλαφροῦ τραγουδιοῦ κατὰ τὴν διάρκειαν τῆς προσεχοῦς Ἐκθέσεως, μὲ συμμετοχὴν καλλιτεχνῶν ἐξ ὅλων τῶν χωρῶν. <box>10 425 125 558</box>
article-body: ΛΟΝΔΙΝΟΝ, 28. — Ὁ ὑπουργὸς τῶν Ἐξωτερικῶν κ. Μπάτλερ ἐδέχθη χθὲς τὸν πρεσβευτὴν τῆς Γαλλίας μετὰ τοῦ ὁποίου συνωμίλησεν ἐπὶ μίαν ὥραν περὶ τῶν διεθνῶν ζητημάτων. <box>10 1789 254 1834</box>
article-body: ΒΕΡΟΙΑ, 28.— Παρὰ τὸ τὴν γέφυραν τοῦ ποταμοῦ ἀνευρέθη νεκρὸς νεαρὸς ἐργάτης, τὸν ὁποῖον διεμέλισεν κούρσα ἐκ τῆς Βεροίας. <box>138 442 254 510</box>
article-body: ΒΕΡΟΛΙΝΟΝ, 28. ('Ασ. Πρές) Ὁ κ. Οὐλμπριχτ ἐζήτησε διαπραγματεύσεις μὲ τὴν κυβέρνησιν τῆς Βόννης διὰ τὴν συνεργασίαν τῶν δύο Γερμανιῶν εἰς οἰκονομικὰ καὶ πολιτιστικὰ θέματα. Ἡ Βόννη δὲν ἀπήντησεν εἰσέτι. <box>1045 364 1291 423</box>
article-viomixania <box>784 290 1032 380</box>
headline: Η ΧΟΡΗΓΗΣΙΣ ΕΠΙΔΟΜΑΤΟΣ ΕΙΣ ΤΟΥΣ ΔΗΜΟΤΙΚΟΥΣ ΥΠΑΛΛΗΛΟΥΣ <box>805 205 1011 231</box>
article-body: ΑΘΗΝΑΙ, 28.— Ὁ ὑπαρχηγὸς τῶν ἀεροπορικῶν δυνάμεων τοῦ ΝΑΤΟ εἰς τὴν Νοτιοανατολικὴν Εὐρώπην εἶχε σήμερον συνομιλίας μετὰ τοῦ ὑπουργοῦ Ἐθνικῆς Ἀμύνης καὶ τοῦ Ἀρχηγοῦ Ἀεροπορίας. Αἱ συνομιλίαι ἀφεώρων εἰς θέματα κοινῆς ἀμύνης. <box>527 811 771 889</box>
byline: ΕΝΤΡΕ ΜΑΡΤΟΝ <box>1471 573 1548 583</box>
article-body: Τὴν 8,40' π.μ. χθὲς ἐπὶ τῆς ἐθνικῆς ὁδοῦ Κιλκὶς - Θεσσαλονίκης ἀνετράπη φορτηγὸν αὐτοκίνητον, ἀποτέλεσμα τοῦ ὁποίου ἦτο ὁ θάνατος τοῦ ζωεμπόρου ὁ ὁποῖος ἐπέβαινεν αὐτοῦ. Ὁ ὁδηγὸς τοῦ αὐτοκινήτου ἐτραυματίσθη ἐλαφρῶς καὶ ἐμεταφέρθη εἰς τὸ νοσοκομεῖον. Ἡ χωροφυλακὴ διενεργεῖ ἀνακρίσεις. <box>136 103 256 271</box>
headline: Ο Κ. ΟΥΛΜΠΡΙΧΤ ΖΗΤΕΙ ΔΙΑΠΡΑΓΜΑΤΕΥΣΕΙΣ ΜΕ ΤΗΝ ΚΥΒΕΡΝΗΣΙΝ ΤΗΣ ΒΟΝΝΗΣ ΠΡΟΣ ΣΥΝΕΡΓΑΣΙΑΝ ΤΩΝ ΔΥΟ ΓΕΡΜΑΝΙΩΝ <box>1068 330 1525 361</box>
article-body: Ἐνεκρίθησαν ὑπὸ τοῦ ὑπουργείου Δημοσίων Ἔργων πιστώσεις διὰ τὴν ἐκτέλεσιν ἔργων εἰς τὸν νομὸν Θεσσαλονίκης. Αἱ πιστώσεις θὰ διατεθοῦν διὰ τὴν κατασκευὴν ὁδῶν, σχολείων καὶ ὑδρευτικῶν ἔργων εἰς διαφόρους κοινότητας. Εἰδικώτερα ἐνεκρίθησαν 300.000 δρχ. διὰ τὴν ὕδρευσιν, 450.000 δρχ. διὰ τὴν ὁδοποιίαν καὶ 200.000 δρχ. διὰ σχολικὰ κτίρια. <box>269 195 513 286</box>
headline: ΝΟΡΒΗΓΙΚΟΝ ΣΚΑΦΟΣ ΠΡΟΣΕΚΡΟΥΣΕΝ ΕΙΣ ΤΟ ΚΟΡΟΝΑΝΤΟ ΜΕΤΑ ΤΗΝ ΚΑΤΑΣΤΡΟΦΗΝ ΤΟΥ ΣΥΝΕΠΕΙΑ ΠΥΡΚΑΓΙΑΣ <box>1054 13 1539 49</box>
